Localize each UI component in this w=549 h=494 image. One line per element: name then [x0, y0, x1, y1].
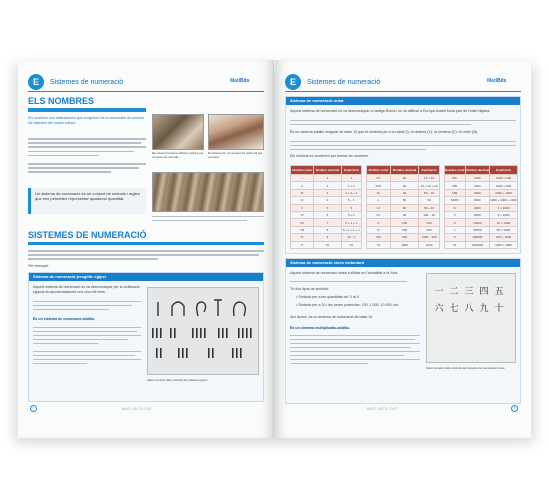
table-row [291, 241, 362, 248]
table-cell: 4 × 1000 [490, 204, 518, 211]
table-cell: 2 [314, 182, 342, 189]
table-cell: 10 [341, 241, 361, 248]
table-row [445, 241, 518, 248]
table-cell: 1000 + 1000 + 1000 [490, 198, 517, 203]
roman-table-3: Nombre romà Nombre decimal Explicació MC 1100 1000 + 100 MD 1500 1000 + 500 MM 2000 1000 + 1000 MMM 3000 1000 + 1000 + 1000 IV 4000 4 × 1000 V 5000 5 × 1000 X 10000 10 × 1000 L 50000 50 × 1000 C 100000 100 × 1000 M 1000000 1000 × 1000 [444, 165, 518, 249]
table-cell: 100 − 10 [419, 211, 440, 218]
table-row [367, 189, 440, 196]
table-row [367, 204, 440, 211]
right-page [275, 60, 531, 438]
table-cell: 1 [341, 175, 361, 182]
table-cell: 100 × 1000 [490, 234, 518, 241]
table-row [367, 219, 440, 226]
table-cell: M [445, 241, 466, 248]
table-cell: 10000 [465, 219, 489, 226]
roman-additive: És un sistema additiu irregular de base 10 que té símbols per a la unitat (I), la desena (X), la centena (C) i el miler (M). [290, 130, 479, 134]
table-row [367, 226, 440, 233]
table-row [445, 204, 518, 211]
chinese-glyph: 五 [494, 286, 504, 296]
table-cell: VII [291, 219, 314, 226]
table-cell: VI [291, 211, 314, 218]
chinese-glyph-grid [433, 284, 511, 315]
table-row [291, 234, 362, 241]
table-cell: MC [445, 175, 466, 182]
table-row [291, 197, 362, 204]
table-row [367, 234, 440, 241]
table-cell: IX [291, 234, 314, 241]
table-cell: 10 − 1 [341, 234, 361, 241]
next-page-button[interactable]: › [511, 405, 518, 412]
right-footer: MATI-BITS.CAT [367, 407, 398, 411]
table-cell: 10 + 10 + 10 [420, 183, 438, 188]
table-cell: I [291, 175, 314, 182]
brand-logo: MatiBits [230, 78, 250, 84]
table-cell: 1 + 1 [341, 182, 361, 189]
section-heading-els-nombres: ELS NOMBRES [28, 96, 95, 106]
table-cell: XL [367, 189, 391, 196]
table-row [445, 226, 518, 233]
chinese-bullet-1: • Símbols per a les quantitats de l'1 al 9 [296, 295, 359, 299]
table-row [291, 182, 362, 189]
table-cell: 1000 [419, 241, 440, 248]
photo-children-counting [208, 114, 264, 150]
table-cell: 1000 + 1000 [490, 189, 518, 196]
table-cell: 50000 [465, 226, 489, 233]
table-row [291, 189, 362, 196]
table-cell: 5 [314, 204, 342, 211]
chinese-bullet-2: • Símbols per a 10 i les seves potències: 100, 1.000, 10.000, etc. [296, 303, 400, 307]
chinese-box [285, 258, 521, 404]
table-cell: V [445, 211, 466, 218]
table-cell: 1 + 1 + 1 [341, 189, 361, 196]
table-cell: L [367, 197, 391, 204]
table-cell: M [367, 241, 391, 248]
chinese-glyph: 八 [464, 303, 474, 313]
egypt-text-lines-2 [33, 327, 141, 367]
table-cell: MMM [445, 197, 466, 204]
table-cell: 9 [314, 234, 342, 241]
section-underline [28, 108, 146, 112]
table-cell: 1000 − 100 [419, 234, 440, 241]
table-cell: 100000 [465, 234, 489, 241]
egypt-hieroglyph-icons [148, 288, 258, 374]
table-cell: 100 [390, 219, 418, 226]
egypt-box [28, 272, 264, 402]
table-cell: IV [291, 197, 314, 204]
egypt-text-a: Aquest sistema de numeració es va desenvolupar per la civilització egípcia fa aproximadament uns cinc mil·lenis. [33, 285, 140, 294]
table-cell: 6 [314, 211, 342, 218]
table-cell: 4000 [465, 204, 489, 211]
table-cell: 5 [341, 204, 361, 211]
table-cell: 1000 [390, 241, 418, 248]
roman-intro: Aquest sistema de numeració es va desenvolupar a l'antiga Roma i es va utilitzar a Europa durant bona part de l'edat mitjana. [290, 109, 491, 113]
table-cell: 60 [390, 204, 418, 211]
table-cell: XXX [367, 182, 391, 189]
definition-callout: Un sistema de numeració és un conjunt de símbols i regles que ens permeten representar qualsevol quantitat. [28, 188, 146, 214]
photo-bone-tally [152, 172, 264, 212]
table-cell: 50 × 1000 [490, 226, 518, 233]
egypt-box-title: Sistema de numeració jeroglífic egipci [29, 273, 263, 281]
chinese-symbols-label: Té dos tipus de símbols: [290, 287, 329, 291]
table-cell: 5 × 1000 [490, 211, 518, 218]
table-cell: 1000 + 500 [490, 182, 518, 189]
table-cell: XC [367, 211, 391, 218]
roman-table-2: Nombre romà Nombre decimal Explicació XX 20 10 + 10 XXX 30 10 + 10 + 10 XL 40 50 − 10 L 50 50 LX 60 50 + 10 XC 90 100 − 10 C 100 100 D 500 500 CM 900 1000 − 100 M 1000 1000 [366, 165, 440, 249]
brand-logo-right: MatiBits [487, 78, 507, 84]
table-cell: 1100 [465, 175, 489, 182]
table-cell: II [291, 182, 314, 189]
roman-after: Els símbols es combinen per formar els nombres. [290, 154, 369, 158]
table-cell: 20 [390, 175, 418, 182]
table-row [291, 219, 362, 226]
chinese-intro: Aquest sistema de numeració xinès s'utilitza en l'actualitat a la Xina. [290, 271, 399, 275]
chinese-multiplicative: És un sistema multiplicatiu-additiu. [290, 326, 351, 330]
table-cell: 1500 [465, 182, 489, 189]
table-cell: 5 + 1 + 1 + 1 [342, 227, 360, 232]
table-cell: C [367, 219, 391, 226]
table-row [367, 211, 440, 218]
table-cell: 50 [419, 197, 440, 204]
table-cell: 2000 [465, 189, 489, 196]
table-cell: 5 − 1 [341, 197, 361, 204]
roman-text-lines-2 [290, 141, 516, 153]
table-cell: X [291, 241, 314, 248]
header-rule-right [285, 91, 521, 92]
table-row [367, 182, 440, 189]
intro-text: Els nombres són abstraccions que sorgeixen de la necessitat de comptar els objectes del nostre voltant. [28, 116, 145, 125]
table-cell: 90 [390, 211, 418, 218]
table-cell: 900 [390, 234, 418, 241]
table-row [445, 234, 518, 241]
table-cell: III [291, 189, 314, 196]
table-cell: 1000 × 1000 [490, 241, 518, 248]
section2-underline [28, 242, 264, 245]
table-row [291, 211, 362, 218]
chinese-text-lines-2 [290, 335, 420, 367]
table-cell: 8 [314, 226, 342, 233]
chinese-glyph: 六 [434, 303, 444, 313]
table-cell: CM [367, 234, 391, 241]
table-cell: D [367, 226, 391, 233]
photo2-caption: El sistema de numeració ha estat útil per comptar. [208, 151, 263, 159]
table-row [291, 226, 362, 233]
table-cell: 1000000 [465, 241, 489, 248]
table-row [291, 204, 362, 211]
table-row [445, 182, 518, 189]
chinese-text-lines [290, 281, 420, 285]
table-cell: XX [367, 175, 391, 182]
chinese-glyph: 七 [449, 303, 459, 313]
chinese-glyph: 二 [449, 286, 459, 296]
table-cell: 3 [314, 189, 342, 196]
photo3-caption-lines [152, 216, 264, 224]
table-cell: 40 [390, 189, 418, 196]
table-cell: 100 [419, 219, 440, 226]
left-body-text-1 [28, 138, 146, 176]
table-cell: 500 [390, 226, 418, 233]
left-footer: MATI-BITS.CAT [122, 407, 153, 411]
roman-text-lines [290, 120, 516, 128]
table-cell: MD [445, 182, 466, 189]
table-cell: C [445, 234, 466, 241]
roman-table-1: Nombre romà Nombre decimal Explicació I 1 1 II 2 1 + 1 III 3 1 + 1 + 1 IV 4 5 − 1 V 5 5 VI 6 5 + 1 VII 7 5 + 1 + 1 VIII 8 5 + 1 + 1 + 1 IX 9 10 − 1 X 10 10 [290, 165, 362, 249]
roman-box [285, 96, 521, 254]
table-cell: 5000 [465, 211, 489, 218]
for-example-label: Per exemple: [28, 264, 50, 268]
egypt-hieroglyph-image [147, 287, 259, 375]
table-row [367, 175, 440, 182]
table-cell: 50 [390, 197, 418, 204]
table-cell: 7 [314, 219, 342, 226]
table-cell: L [445, 226, 466, 233]
table-row [367, 197, 440, 204]
page-header-title-right: Sistemes de numeració [307, 79, 381, 86]
egypt-text-lines [33, 301, 141, 313]
photo1-caption: Els éssers humans utilitzen pedres per comptar els animals. [152, 151, 204, 159]
chinese-image [426, 273, 516, 363]
table-row [291, 175, 362, 182]
chinese-glyph: 十 [494, 303, 504, 313]
open-book [18, 60, 531, 438]
table-cell: IV [445, 204, 466, 211]
table-cell: 50 + 10 [419, 204, 440, 211]
table-cell: LX [367, 204, 391, 211]
header-rule [28, 91, 264, 92]
egypt-image-caption: Valor numèric dels símbols del sistema egipci [147, 378, 208, 382]
table-cell: 10 + 10 [419, 175, 440, 182]
page-header-title: Sistemes de numeració [50, 79, 124, 86]
chinese-glyph: 一 [434, 286, 444, 296]
chinese-box-title: Sistema de numeració xinès estàndard [286, 259, 520, 267]
table-row [445, 219, 518, 226]
table-row [367, 241, 440, 248]
chinese-glyph: 四 [479, 286, 489, 296]
table-row [445, 189, 518, 196]
table-cell: 30 [390, 182, 418, 189]
prev-page-button[interactable]: ‹ [30, 405, 37, 412]
chinese-image-caption: Valor numèric dels símbols del sistema de numeració xinès [426, 366, 505, 370]
site-logo-icon-right: E [285, 74, 301, 90]
chinese-base: Així doncs, és un sistema de numeració de base 10. [290, 315, 374, 319]
table-cell: 1 [314, 175, 342, 182]
site-logo-icon: E [28, 74, 44, 90]
table-cell: 5 + 1 + 1 [341, 219, 361, 226]
table-cell: 500 [419, 226, 440, 233]
table-row [445, 211, 518, 218]
table-row [445, 175, 518, 182]
section-heading-sistemes: SISTEMES DE NUMERACIÓ [28, 230, 147, 240]
chinese-glyph: 九 [479, 303, 489, 313]
table-cell: 50 − 10 [419, 189, 440, 196]
left-body-text-2 [28, 250, 264, 263]
table-cell: MM [445, 189, 466, 196]
table-cell: 4 [314, 197, 342, 204]
table-cell: 10 [314, 241, 342, 248]
photo-counting-stones [152, 114, 204, 150]
table-cell: 1000 + 100 [490, 175, 518, 182]
left-page [18, 60, 274, 438]
table-cell: 10 × 1000 [490, 219, 518, 226]
table-cell: VIII [291, 226, 314, 233]
table-cell: X [445, 219, 466, 226]
chinese-glyph: 三 [464, 286, 474, 296]
table-cell: 5 + 1 [341, 211, 361, 218]
table-row [445, 197, 518, 204]
table-cell: 3000 [465, 197, 489, 204]
roman-box-title: Sistema de numeració romà [286, 97, 520, 105]
table-cell: V [291, 204, 314, 211]
egypt-additive: És un sistema de numeració additiu. [33, 317, 96, 321]
